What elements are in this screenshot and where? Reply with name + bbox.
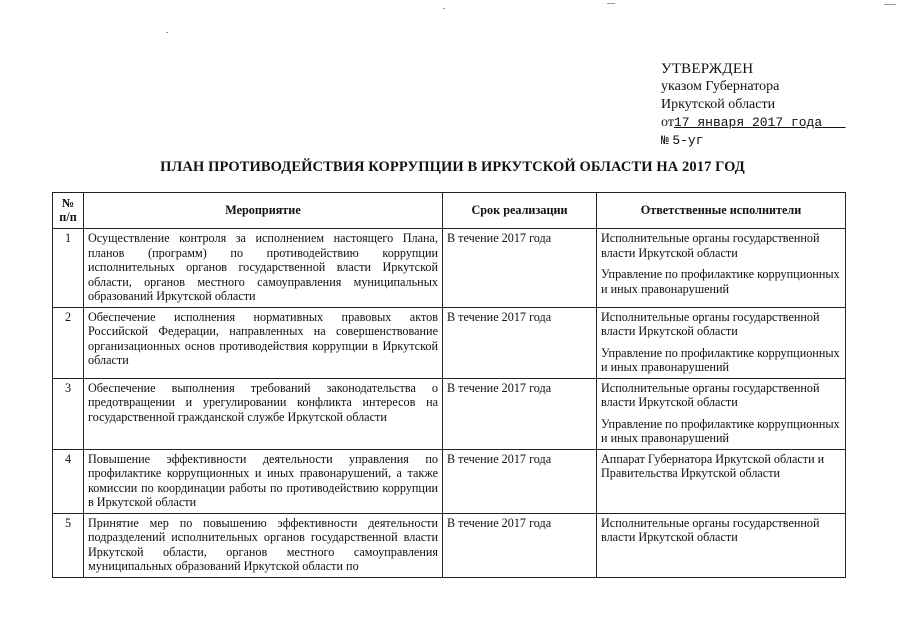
row-responsible: [597, 513, 846, 577]
row-activity: Повышение эффективности деятельности управления по профилактике коррупционных и иных правонарушений, а также комиссии по координации работы по противодействию коррупции в Иркутской области: [84, 449, 443, 513]
approval-number-prefix: №: [661, 133, 669, 148]
row-term: В течение 2017 года: [443, 229, 597, 308]
responsible-item: Аппарат Губернатора Иркутской области и Правительства Иркутской области: [601, 451, 825, 480]
row-responsible: [597, 307, 846, 378]
row-responsible: [597, 449, 846, 513]
table-header-row: [53, 193, 846, 229]
row-responsible: [597, 378, 846, 449]
responsible-item: Управление по профилактике коррупционных и иных правонарушений: [601, 345, 840, 374]
row-number: 2: [53, 307, 84, 378]
header-responsible: Ответственные исполнители: [597, 193, 846, 229]
row-number: 5: [53, 513, 84, 577]
approval-date-underline: [822, 115, 845, 130]
responsible-item: Управление по профилактике коррупционных и иных правонарушений: [601, 416, 840, 445]
table-row: [53, 449, 846, 513]
header-number: [53, 193, 84, 229]
row-activity: Принятие мер по повышению эффективности деятельности подразделений исполнительных органов государственной власти Иркутской области, органов местного самоуправления муниципальных образований Иркутской области по: [84, 513, 443, 577]
approval-stamp: [661, 60, 846, 150]
approval-date: [661, 114, 846, 132]
row-term: В течение 2017 года: [443, 513, 597, 577]
header-number-line-1: №: [61, 195, 75, 210]
plan-table: [52, 192, 846, 578]
row-responsible: [597, 229, 846, 308]
approval-line-1: указом Губернатора: [661, 79, 780, 94]
header-activity: Мероприятие: [84, 193, 443, 229]
table-row: [53, 229, 846, 308]
row-number: 1: [53, 229, 84, 308]
table-row: [53, 378, 846, 449]
table-row: [53, 513, 846, 577]
approval-date-value: 17 января 2017 года: [673, 115, 823, 130]
approval-heading: УТВЕРЖДЕН: [661, 61, 754, 77]
row-number: 4: [53, 449, 84, 513]
row-activity: Осуществление контроля за исполнением настоящего Плана, планов (программ) по противодействию коррупции исполнительных органов государственной власти Иркутской области, органов местного самоуправления муниципальных образований Иркутской области: [84, 229, 443, 308]
row-activity: Обеспечение выполнения требований законодательства о предотвращении и урегулировании конфликта интересов на государственной гражданской службе Иркутской области: [84, 378, 443, 449]
approval-number: [661, 132, 846, 150]
row-term: В течение 2017 года: [443, 307, 597, 378]
table-row: [53, 307, 846, 378]
approval-date-prefix: от: [661, 115, 674, 130]
responsible-item: Исполнительные органы государственной власти Иркутской области: [601, 309, 820, 338]
row-term: В течение 2017 года: [443, 449, 597, 513]
approval-number-value: 5-уг: [672, 133, 704, 148]
responsible-item: Управление по профилактике коррупционных и иных правонарушений: [601, 267, 840, 296]
responsible-item: Исполнительные органы государственной власти Иркутской области: [601, 515, 820, 544]
document-title: ПЛАН ПРОТИВОДЕЙСТВИЯ КОРРУПЦИИ В ИРКУТСКОЙ ОБЛАСТИ НА 2017 ГОД: [160, 159, 745, 175]
responsible-item: Исполнительные органы государственной власти Иркутской области: [601, 231, 820, 260]
row-number: 3: [53, 378, 84, 449]
responsible-item: Исполнительные органы государственной власти Иркутской области: [601, 380, 820, 409]
header-term: Срок реализации: [443, 193, 597, 229]
row-term: В течение 2017 года: [443, 378, 597, 449]
header-number-line-2: п/п: [59, 210, 77, 224]
row-activity: Обеспечение исполнения нормативных правовых актов Российской Федерации, направленных на совершенствование организационных основ противодействия коррупции в Иркутской области: [84, 307, 443, 378]
approval-line-2: Иркутской области: [661, 97, 776, 112]
